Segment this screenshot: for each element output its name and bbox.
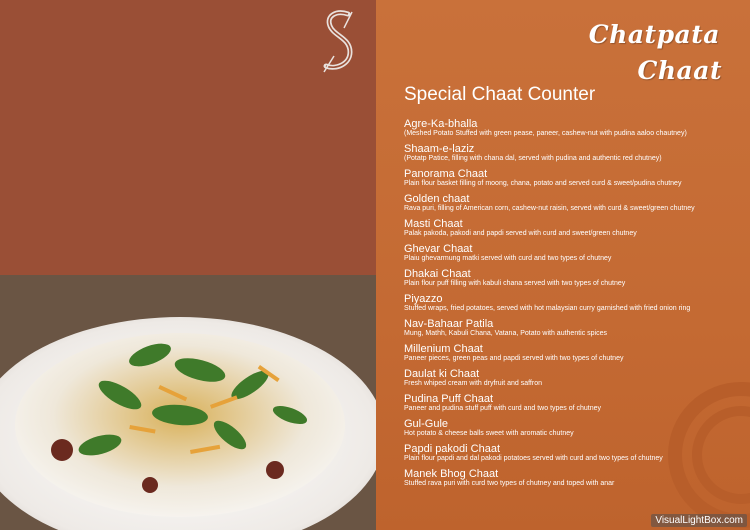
menu-item-name: Pudina Puff Chaat — [404, 393, 494, 405]
menu-item-desc: Hot potato & cheese balls sweet with aromatic chutney — [404, 430, 574, 437]
menu-item — [404, 343, 704, 363]
menu-item-name: Shaam-e-laziz — [404, 143, 475, 155]
menu-item-desc: Plain flour basket filling of moong, chana, potato and served curd & sweet/pudina chutney — [404, 180, 682, 187]
menu-item-desc: Rava puri, filling of American corn, cashew-nut raisin, served with curd & sweet/green chutney — [404, 205, 695, 212]
watermark: VisualLightBox.com — [651, 514, 747, 527]
menu-item-desc: Stuffed wraps, fried potatoes, served with hot malaysian curry garnished with fried onion ring — [404, 305, 691, 312]
menu-item — [404, 293, 704, 313]
menu-item-name: Panorama Chaat — [404, 168, 488, 180]
menu-item-name: Papdi pakodi Chaat — [404, 443, 501, 455]
menu-item — [404, 193, 704, 213]
menu-item-name: Nav-Bahaar Patila — [404, 318, 494, 330]
menu-item-name: Agre-Ka-bhalla — [404, 118, 478, 130]
menu-item — [404, 368, 704, 388]
menu-item — [404, 318, 704, 338]
menu-item-desc: Palak pakoda, pakodi and papdi served with curd and sweet/green chutney — [404, 230, 637, 237]
menu-title-line1: Chatpata — [588, 20, 720, 49]
menu-item — [404, 218, 704, 238]
right-panel — [376, 0, 750, 530]
decorative-ring — [666, 380, 750, 530]
menu-item — [404, 393, 704, 413]
menu-item-desc: (Meshed Potato Stuffed with green pease, paneer, cashew-nut with pudina aaloo chautney) — [404, 130, 687, 137]
menu-title-line2: Chaat — [637, 56, 722, 85]
menu-item-name: Golden chaat — [404, 193, 470, 205]
menu-item-desc: Paneer and pudina stuff puff with curd and two types of chutney — [404, 405, 602, 412]
menu-item-name: Dhakai Chaat — [404, 268, 471, 280]
menu-item-name: Manek Bhog Chaat — [404, 468, 499, 480]
menu-item-name: Masti Chaat — [404, 218, 463, 230]
menu-item-desc: Fresh whiped cream with dryfruit and saffron — [404, 380, 542, 387]
menu-item — [404, 268, 704, 288]
menu-item-desc: Plaiu ghevarmung matki served with curd and two types of chutney — [404, 255, 612, 262]
menu-item-desc: (Potatp Patice, filling with chana dal, served with pudina and authentic red chutney) — [404, 155, 662, 162]
menu-item-desc: Plain flour papdi and dal pakodi potatoes served with curd and two types of chutney — [404, 455, 663, 462]
menu-item — [404, 443, 704, 463]
menu-item — [404, 468, 704, 488]
menu-item-name: Gul-Gule — [404, 418, 449, 430]
menu-item — [404, 143, 704, 163]
chaat-dish-photo — [0, 275, 376, 530]
menu-item-name: Ghevar Chaat — [404, 243, 473, 255]
menu-item-desc: Paneer pieces, green peas and papdi served with two types of chutney — [404, 355, 624, 362]
menu-item — [404, 118, 704, 138]
menu-item — [404, 243, 704, 263]
menu-item — [404, 418, 704, 438]
s-monogram-icon — [318, 8, 360, 74]
menu-list — [404, 118, 704, 493]
menu-item-desc: Plain flour puff filling with kabuli chana served with two types of chutney — [404, 280, 626, 287]
menu-item-desc: Mung, Mathh, Kabuli Chana, Vatana, Potato with authentic spices — [404, 330, 607, 337]
menu-item-desc: Stuffed rava puri with curd two types of chutney and toped with anar — [404, 480, 615, 487]
section-heading: Special Chaat Counter — [404, 84, 596, 105]
menu-item-name: Millenium Chaat — [404, 343, 483, 355]
menu-item — [404, 168, 704, 188]
menu-item-name: Piyazzo — [404, 293, 443, 305]
menu-item-name: Daulat ki Chaat — [404, 368, 480, 380]
